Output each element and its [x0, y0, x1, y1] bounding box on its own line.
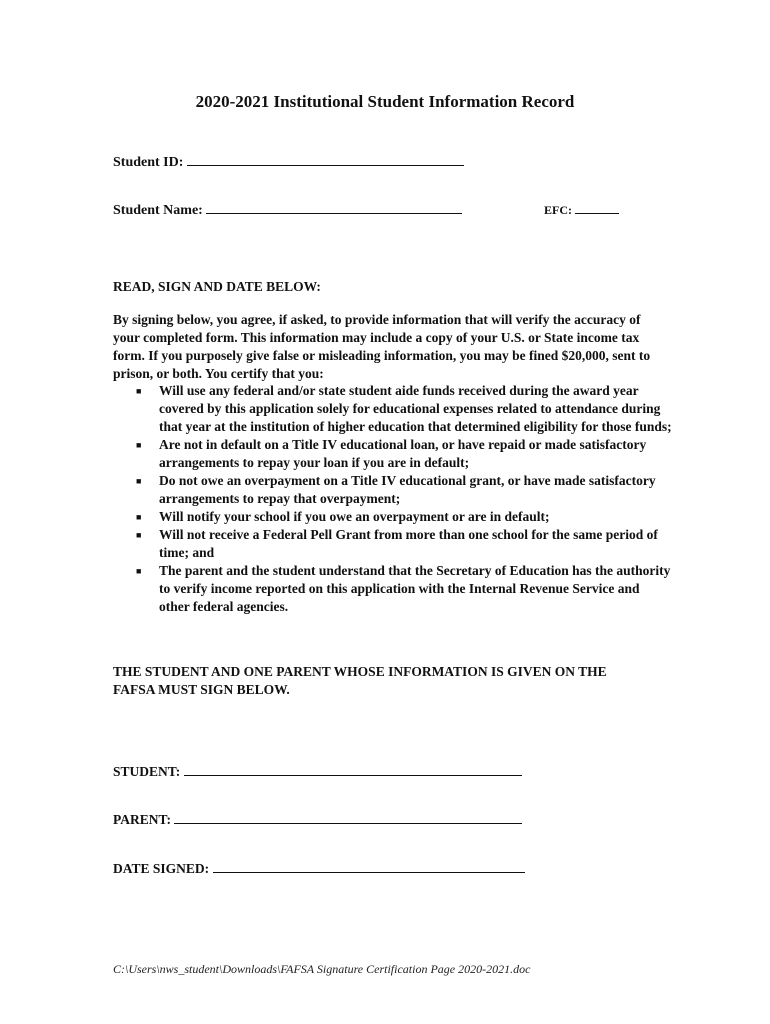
certification-text: The parent and the student understand that the Secretary of Education has the authority to verify income reported on this application with the Internal Revenue Service and other federal agencies. — [159, 563, 671, 614]
bullet-icon: ■ — [136, 566, 142, 576]
date-signed-blank[interactable] — [213, 860, 525, 873]
bullet-icon: ■ — [136, 530, 142, 540]
list-item — [113, 508, 673, 526]
certification-text: Are not in default on a Title IV educational loan, or have repaid or made satisfactory arrangements to repay your loan if you are in default; — [159, 437, 647, 470]
intro-paragraph: By signing below, you agree, if asked, to provide information that will verify the accuracy of your completed form. This information may include a copy of your U.S. or State income tax form. If you purposely give false or misleading information, you may be fined $20,000, sent to prison, or both. You certify that you: — [113, 312, 651, 381]
bullet-icon: ■ — [136, 386, 142, 396]
date-signed-label: DATE SIGNED: — [113, 861, 210, 876]
student-signature-field — [113, 763, 522, 780]
signers-notice: THE STUDENT AND ONE PARENT WHOSE INFORMATION IS GIVEN ON THE FAFSA MUST SIGN BELOW. — [113, 664, 607, 697]
parent-signature-label: PARENT: — [113, 812, 171, 827]
certification-text: Will use any federal and/or state student aide funds received during the award year covered by this application solely for educational expenses related to attendance during that year at the institution of higher education that determined eligibility for those funds; — [159, 383, 672, 434]
efc-blank[interactable] — [575, 203, 619, 214]
list-item — [113, 526, 673, 562]
date-signed-field — [113, 860, 525, 877]
certification-text: Will notify your school if you owe an overpayment or are in default; — [159, 509, 550, 524]
bullet-icon: ■ — [136, 440, 142, 450]
certification-text: Do not owe an overpayment on a Title IV educational grant, or have made satisfactory arrangements to repay that overpayment; — [159, 473, 656, 506]
parent-signature-field — [113, 811, 522, 828]
efc-label: EFC: — [544, 203, 572, 217]
bullet-icon: ■ — [136, 476, 142, 486]
list-item — [113, 436, 673, 472]
student-signature-blank[interactable] — [184, 763, 522, 776]
read-sign-heading: READ, SIGN AND DATE BELOW: — [113, 279, 321, 294]
parent-signature-blank[interactable] — [174, 811, 522, 824]
footer-file-path: C:\Users\nws_student\Downloads\FAFSA Signature Certification Page 2020-2021.doc — [113, 962, 531, 976]
list-item — [113, 382, 673, 436]
efc-field — [544, 203, 619, 218]
student-id-blank[interactable] — [187, 153, 464, 166]
certification-text: Will not receive a Federal Pell Grant from more than one school for the same period of time; and — [159, 527, 658, 560]
student-name-label: Student Name: — [113, 203, 203, 218]
student-name-field — [113, 201, 462, 219]
bullet-icon: ■ — [136, 512, 142, 522]
student-id-label: Student ID: — [113, 155, 184, 170]
list-item — [113, 472, 673, 508]
student-signature-label: STUDENT: — [113, 764, 181, 779]
page-title: 2020-2021 Institutional Student Information Record — [195, 92, 575, 111]
student-id-field — [113, 153, 464, 171]
certification-list — [113, 382, 673, 616]
list-item — [113, 562, 673, 616]
student-name-blank[interactable] — [206, 201, 462, 214]
